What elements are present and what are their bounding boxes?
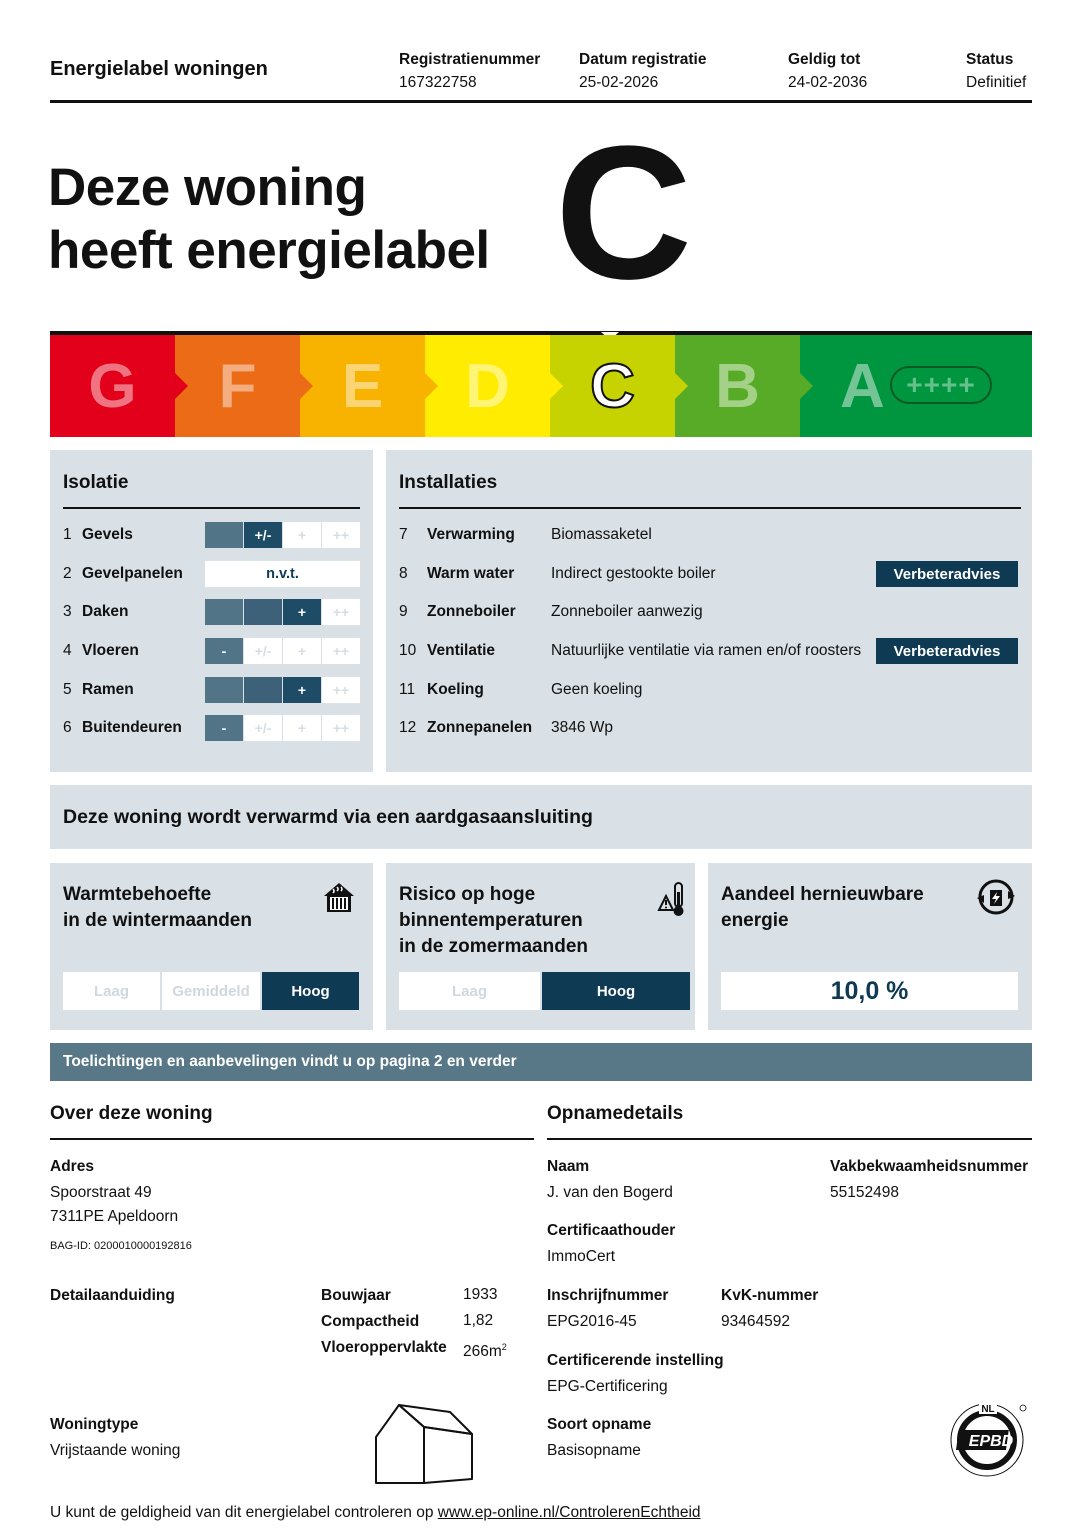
compactheid-value: 1,82	[463, 1312, 494, 1329]
installatie-row	[399, 715, 532, 741]
hernieuwbaar-title-line1: Aandeel hernieuwbare	[721, 884, 924, 905]
row-number: 4	[63, 642, 72, 659]
instelling-label: Certificerende instelling	[547, 1352, 724, 1369]
vakbekwaamheid-label: Vakbekwaamheidsnummer	[830, 1158, 1029, 1175]
level-cell	[205, 677, 243, 703]
installatie-value: Zonneboiler aanwezig	[551, 603, 703, 620]
row-number: 1	[63, 526, 72, 543]
warmte-option-laag: Laag	[63, 972, 160, 1010]
row-label: Koeling	[427, 681, 484, 698]
level-cell: +	[283, 599, 321, 625]
row-number: 5	[63, 681, 72, 698]
level-cell: ++	[322, 715, 360, 741]
installatie-row	[399, 561, 514, 587]
isolatie-row	[63, 561, 183, 587]
verbeteradvies-button[interactable]: Verbeteradvies	[876, 561, 1018, 587]
installatie-value: Biomassaketel	[551, 526, 652, 543]
geldig-value: 24-02-2036	[788, 74, 868, 91]
warmte-title-line1: Warmtebehoefte	[63, 884, 212, 905]
installaties-divider	[399, 507, 1021, 509]
scale-arrow-icon	[300, 373, 313, 399]
detail-label: Detailaanduiding	[50, 1287, 175, 1304]
nvt-value: n.v.t.	[205, 561, 360, 587]
level-cell: +/-	[244, 522, 282, 548]
naam-value: J. van den Bogerd	[547, 1184, 673, 1201]
vakbekwaamheid-value: 55152498	[830, 1184, 899, 1201]
svg-text:NL: NL	[981, 1404, 995, 1415]
risico-option-hoog: Hoog	[542, 972, 690, 1010]
scale-class-b: B	[675, 335, 800, 437]
row-number: 6	[63, 719, 72, 736]
vloer-unit-sup: 2	[501, 1342, 507, 1352]
header-divider	[50, 100, 1032, 103]
isolatie-row	[63, 599, 129, 625]
epbd-logo	[945, 1400, 1031, 1482]
kvk-label: KvK-nummer	[721, 1287, 819, 1304]
isolatie-level-gevelpanelen	[205, 561, 360, 587]
woning-divider	[50, 1138, 534, 1140]
woningtype-value: Vrijstaande woning	[50, 1442, 181, 1459]
row-number: 8	[399, 565, 408, 582]
datum-block	[579, 48, 706, 94]
soort-label: Soort opname	[547, 1416, 652, 1433]
scale-class-a-letter: A	[840, 351, 885, 421]
row-label: Zonnepanelen	[427, 719, 533, 736]
isolatie-row	[63, 638, 139, 664]
renewable-energy-icon	[975, 876, 1017, 918]
level-cell: +	[283, 638, 321, 664]
row-label: Buitendeuren	[82, 719, 182, 736]
installatie-row	[399, 677, 484, 703]
row-number: 9	[399, 603, 408, 620]
verbeteradvies-button[interactable]: Verbeteradvies	[876, 638, 1018, 664]
row-label: Ramen	[82, 681, 134, 698]
kvk-value: 93464592	[721, 1313, 790, 1330]
hernieuwbaar-title	[721, 882, 924, 934]
row-label: Verwarming	[427, 526, 515, 543]
warmte-title	[63, 882, 252, 934]
registratienummer-label: Registratienummer	[399, 51, 541, 68]
scale-class-f: F	[175, 335, 300, 437]
woning-section-title: Over deze woning	[50, 1103, 213, 1124]
warmte-scale	[63, 972, 359, 1010]
inschrijfnummer-label: Inschrijfnummer	[547, 1287, 669, 1304]
naam-label: Naam	[547, 1158, 590, 1175]
level-cell: ++	[322, 638, 360, 664]
energy-label-letter: C	[555, 107, 693, 319]
geldig-label: Geldig tot	[788, 51, 861, 68]
gas-text: Deze woning wordt verwarmd via een aardgasaansluiting	[63, 806, 593, 828]
status-block	[966, 48, 1026, 94]
status-value: Definitief	[966, 74, 1027, 91]
hernieuwbaar-value: 10,0 %	[721, 972, 1018, 1010]
headline	[48, 156, 490, 282]
scale-class-d: D	[425, 335, 550, 437]
level-cell: -	[205, 638, 243, 664]
row-label: Vloeren	[82, 642, 139, 659]
adres-label: Adres	[50, 1158, 94, 1175]
verification-link[interactable]: www.ep-online.nl/ControlerenEchtheid	[437, 1504, 701, 1521]
row-label: Gevels	[82, 526, 133, 543]
footer-text	[50, 1501, 701, 1525]
level-cell: +/-	[244, 715, 282, 741]
level-cell	[244, 599, 282, 625]
compactheid-label: Compactheid	[321, 1313, 420, 1330]
warmte-option-gemiddeld: Gemiddeld	[162, 972, 260, 1010]
vloer-label: Vloeroppervlakte	[321, 1339, 447, 1356]
datum-label: Datum registratie	[579, 51, 707, 68]
isolatie-level-vloeren	[205, 638, 361, 664]
scale-class-e: E	[300, 335, 425, 437]
level-cell	[205, 599, 243, 625]
instelling-value: EPG-Certificering	[547, 1378, 668, 1395]
installatie-value: Natuurlijke ventilatie via ramen en/of roosters	[551, 642, 862, 659]
isolatie-row	[63, 522, 133, 548]
bouwjaar-label: Bouwjaar	[321, 1287, 391, 1304]
scale-arrow-icon	[425, 373, 438, 399]
row-number: 10	[399, 642, 417, 659]
level-cell: +	[283, 677, 321, 703]
scale-arrow-icon	[800, 373, 813, 399]
row-number: 11	[399, 681, 416, 698]
thermometer-warning-icon	[657, 880, 687, 918]
risico-title	[399, 882, 588, 960]
level-cell: ++	[322, 677, 360, 703]
a-plus-badge: ++++	[890, 366, 992, 404]
isolatie-divider	[63, 507, 360, 509]
risico-title-line2: binnentemperaturen	[399, 910, 583, 931]
row-number: 3	[63, 603, 72, 620]
opname-divider	[547, 1138, 1032, 1140]
level-cell: ++	[322, 522, 360, 548]
headline-line2: heeft energielabel	[48, 221, 490, 280]
scale-arrow-icon	[175, 373, 188, 399]
level-cell: -	[205, 715, 243, 741]
isolatie-level-buitendeuren	[205, 715, 361, 741]
row-number: 7	[399, 526, 408, 543]
geldig-block	[788, 48, 867, 94]
row-label: Gevelpanelen	[82, 565, 183, 582]
installatie-row	[399, 599, 516, 625]
level-cell: +	[283, 522, 321, 548]
installatie-value: Indirect gestookte boiler	[551, 565, 716, 582]
installaties-title: Installaties	[399, 472, 498, 493]
vloer-number: 266m	[463, 1343, 502, 1361]
installatie-value: Geen koeling	[551, 681, 643, 698]
detached-house-icon	[372, 1402, 476, 1486]
isolatie-level-daken	[205, 599, 361, 625]
isolatie-level-gevels	[205, 522, 361, 548]
hernieuwbaar-title-line2: energie	[721, 910, 789, 931]
row-label: Zonneboiler	[427, 603, 516, 620]
bag-id: BAG-ID: 0200010000192816	[50, 1240, 192, 1252]
row-number: 12	[399, 719, 417, 736]
row-label: Ventilatie	[427, 642, 496, 659]
level-cell: +	[283, 715, 321, 741]
certificaathouder-label: Certificaathouder	[547, 1222, 676, 1239]
opname-section-title: Opnamedetails	[547, 1103, 684, 1124]
level-cell: +/-	[244, 638, 282, 664]
energy-scale	[50, 335, 1032, 437]
adres-line2: 7311PE Apeldoorn	[50, 1208, 179, 1225]
soort-value: Basisopname	[547, 1442, 641, 1459]
isolatie-row	[63, 677, 134, 703]
registratienummer-block	[399, 48, 540, 94]
risico-title-line3: in de zomermaanden	[399, 936, 588, 957]
row-label: Warm water	[427, 565, 515, 582]
adres-line1: Spoorstraat 49	[50, 1184, 152, 1201]
row-label: Daken	[82, 603, 129, 620]
registratienummer-value: 167322758	[399, 74, 477, 91]
installatie-value: 3846 Wp	[551, 719, 614, 736]
svg-text:EPBD: EPBD	[968, 1433, 1014, 1450]
status-label: Status	[966, 51, 1014, 68]
row-number: 2	[63, 565, 72, 582]
headline-line1: Deze woning	[48, 158, 367, 217]
datum-value: 25-02-2026	[579, 74, 659, 91]
woningtype-label: Woningtype	[50, 1416, 139, 1433]
scale-class-g: G	[50, 335, 175, 437]
document-title: Energielabel woningen	[50, 58, 268, 80]
bouwjaar-value: 1933	[463, 1286, 498, 1303]
installatie-row	[399, 638, 495, 664]
risico-option-laag: Laag	[399, 972, 540, 1010]
risico-scale	[399, 972, 690, 1010]
vloer-value	[463, 1335, 507, 1364]
level-cell	[205, 522, 243, 548]
info-banner: Toelichtingen en aanbevelingen vindt u op pagina 2 en verder	[50, 1043, 1032, 1081]
house-heating-icon	[322, 881, 356, 915]
isolatie-row	[63, 715, 182, 741]
scale-arrow-icon	[675, 373, 688, 399]
warmte-title-line2: in de wintermaanden	[63, 910, 252, 931]
inschrijfnummer-value: EPG2016-45	[547, 1313, 637, 1330]
installatie-row	[399, 522, 515, 548]
scale-arrow-icon	[550, 373, 563, 399]
certificaathouder-value: ImmoCert	[547, 1248, 616, 1265]
isolatie-level-ramen	[205, 677, 361, 703]
risico-title-line1: Risico op hoge	[399, 884, 536, 905]
warmte-option-hoog: Hoog	[262, 972, 359, 1010]
level-cell: ++	[322, 599, 360, 625]
level-cell	[244, 677, 282, 703]
scale-class-c: C	[550, 335, 675, 437]
footer-prefix: U kunt de geldigheid van dit energielabel controleren op	[50, 1504, 438, 1521]
isolatie-title: Isolatie	[63, 472, 129, 493]
